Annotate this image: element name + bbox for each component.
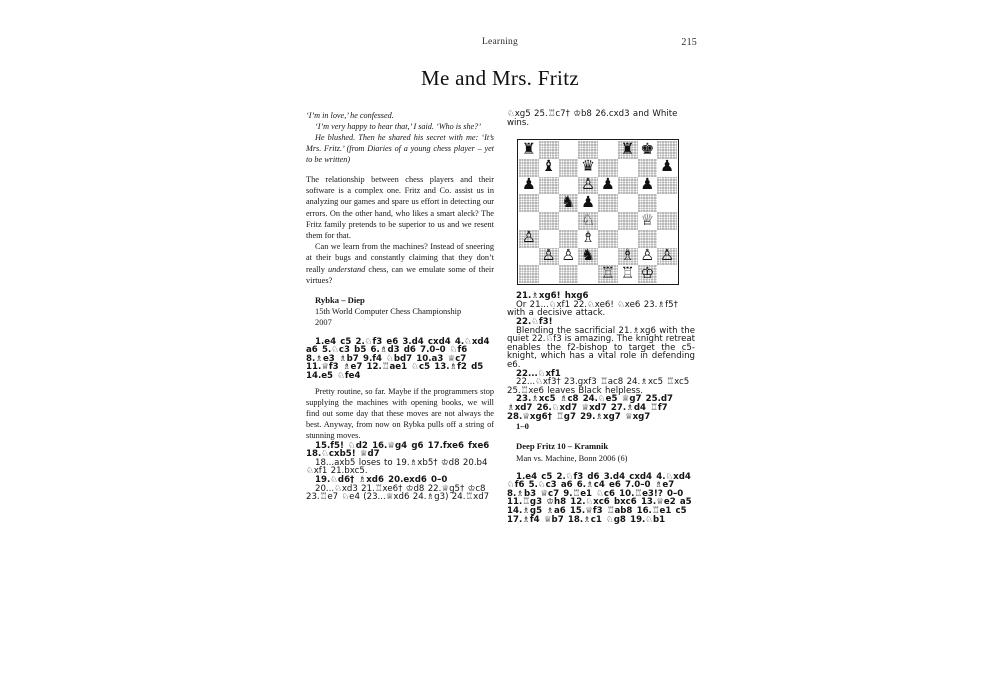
chess-diagram — [517, 139, 679, 285]
square-d2 — [578, 248, 598, 266]
square-h8 — [657, 141, 677, 159]
square-c5 — [559, 194, 579, 212]
square-f6 — [618, 177, 638, 195]
white-knight-piece: ♘ — [581, 210, 596, 229]
white-queen-piece: ♕ — [640, 210, 655, 229]
game-1-variation-2: 20...♘xd3 21.♖xe6† ♔d8 22.♕g5† ♔c8 23.♖e7 ♘e4 (23...♕xd6 24.♗g3) 24.♖xd7 — [306, 483, 490, 503]
intro-paragraph-2-emphasis: understand — [327, 264, 366, 274]
square-c1 — [559, 265, 579, 283]
epigraph-line-3: He blushed. Then he shared his secret with me: ‘It’s Mrs. Fritz.’ (from Diaries of a young chess player – yet to be written) — [306, 133, 494, 164]
square-a5 — [519, 194, 539, 212]
white-bishop-piece: ♗ — [620, 246, 635, 265]
black-queen-piece: ♛ — [581, 157, 596, 176]
square-f4 — [618, 212, 638, 230]
black-rook-piece: ♜ — [521, 139, 536, 158]
square-g5 — [638, 194, 658, 212]
square-e5 — [598, 194, 618, 212]
game-1-year: 2007 — [315, 318, 332, 328]
square-c3 — [559, 230, 579, 248]
square-e6 — [598, 177, 618, 195]
game-1-variation-continuation: ♘xg5 25.♖c7† ♔b8 26.cxd3 and White wins. — [507, 109, 678, 128]
black-pawn-piece: ♟ — [521, 175, 536, 194]
square-c6 — [559, 177, 579, 195]
square-a1 — [519, 265, 539, 283]
game-2-moves-1: 1.e4 c5 2.♘f3 d6 3.d4 cxd4 4.♘xd4 ♘f6 5.♘c3 a6 6.♗c4 e6 7.0–0 ♗e7 8.♗b3 ♕c7 9.♖e1 ♘c6 10.♖e3!? 0–0 11.♖g3 ♔h8 12.♘xc6 bxc6 13.♕e2 a5 14.♗g5 ♗a6 15.♕f3 ♖ab8 16.♖e1 c5 17.♗f4 ♕b7 18.♗c1 ♘g8 19.♘b1 — [507, 471, 692, 525]
square-f5 — [618, 194, 638, 212]
chess-board — [519, 141, 677, 283]
black-pawn-piece: ♟ — [600, 175, 615, 194]
game-1-moves-1: 1.e4 c5 2.♘f3 e6 3.d4 cxd4 4.♘xd4 a6 5.♘c3 b5 6.♗d3 d6 7.0–0 ♘f6 8.♗e3 ♗b7 9.f4 ♘bd7 10.a3 ♕c7 11.♕f3 ♗e7 12.♖ae1 ♘c5 13.♗f2 d5 14.e5 ♘fe4 — [306, 336, 490, 382]
white-pawn-piece: ♙ — [660, 246, 675, 265]
square-f1 — [618, 265, 638, 283]
game-1-variation-3: Or 21...♘xf1 22.♘xe6! ♘xe6 23.♗f5† with a decisive attack. — [507, 299, 678, 319]
square-c2 — [559, 248, 579, 266]
square-b1 — [539, 265, 559, 283]
game-1-result: 1–0 — [516, 421, 529, 432]
square-f8 — [618, 141, 638, 159]
chess-board-frame — [517, 139, 679, 285]
intro-paragraph-2-b: chess, can we emulate some of their virtues? — [306, 264, 494, 285]
intro-paragraph-2 — [306, 241, 494, 286]
square-e3 — [598, 230, 618, 248]
white-pawn-piece: ♙ — [640, 246, 655, 265]
black-bishop-piece: ♝ — [541, 157, 556, 176]
square-b5 — [539, 194, 559, 212]
square-a7 — [519, 159, 539, 177]
square-f2 — [618, 248, 638, 266]
game-1-variation-4: 22...♘xf3† 23.gxf3 ♖ac8 24.♗xc5 ♖xc5 25.♖xe6 leaves Black helpless. — [507, 377, 690, 396]
white-rook-piece: ♖ — [620, 263, 635, 282]
commentary-paragraph-2: Blending the sacrificial 21.♗xg6 with the quiet 22.♘f3 is amazing. The knight retreat enables the f2-bishop to target the c5-knight, which has a vital role in defending e6. — [507, 325, 695, 370]
black-king-piece: ♚ — [640, 139, 655, 158]
square-e7 — [598, 159, 618, 177]
white-rook-piece: ♖ — [600, 263, 615, 282]
white-king-piece: ♔ — [640, 263, 655, 282]
white-pawn-piece: ♙ — [541, 246, 556, 265]
black-knight-piece: ♞ — [581, 246, 596, 265]
square-b2 — [539, 248, 559, 266]
square-b7 — [539, 159, 559, 177]
square-e1 — [598, 265, 618, 283]
left-column — [306, 110, 494, 502]
square-a6 — [519, 177, 539, 195]
square-h6 — [657, 177, 677, 195]
epigraph-line-1: ‘I’m in love,’ he confessed. — [306, 111, 394, 120]
white-bishop-piece: ♗ — [581, 228, 596, 247]
square-g6 — [638, 177, 658, 195]
square-e4 — [598, 212, 618, 230]
square-d4 — [578, 212, 598, 230]
square-d8 — [578, 141, 598, 159]
square-g4 — [638, 212, 658, 230]
game-1-moves-2: 15.f5! ♘d2 16.♕g4 g6 17.fxe6 fxe6 18.♘cxb5! ♕d7 — [306, 440, 490, 460]
commentary-paragraph-1: Pretty routine, so far. Maybe if the programmers stop supplying the machines with opening books, we will find out some day that these moves are not always the best. Anyway, from now on Rybka pulls off a string of stunning moves. — [306, 386, 494, 441]
square-h3 — [657, 230, 677, 248]
square-a8 — [519, 141, 539, 159]
page-title: Me and Mrs. Fritz — [421, 66, 579, 90]
square-a4 — [519, 212, 539, 230]
square-d1 — [578, 265, 598, 283]
white-pawn-piece: ♙ — [561, 246, 576, 265]
square-c8 — [559, 141, 579, 159]
square-b6 — [539, 177, 559, 195]
game-2-event: Man vs. Machine, Bonn 2006 (6) — [516, 453, 628, 463]
game-2-header: Deep Fritz 10 – Kramnik — [516, 441, 609, 452]
black-knight-piece: ♞ — [561, 192, 576, 211]
square-g1 — [638, 265, 658, 283]
square-g7 — [638, 159, 658, 177]
chapter-name: Learning — [482, 37, 518, 47]
square-d7 — [578, 159, 598, 177]
page-number: 215 — [681, 37, 697, 48]
square-g2 — [638, 248, 658, 266]
square-c4 — [559, 212, 579, 230]
square-d5 — [578, 194, 598, 212]
black-rook-piece: ♜ — [620, 139, 635, 158]
square-h2 — [657, 248, 677, 266]
square-e2 — [598, 248, 618, 266]
black-pawn-piece: ♟ — [660, 157, 675, 176]
game-1-moves-7: 23.♗xc5 ♗c8 24.♘e5 ♕g7 25.d7 ♗xd7 26.♘xd7 ♕xd7 27.♗d4 ♖f7 28.♕xg6† ♖g7 29.♗xg7 ♕xg7 — [507, 394, 674, 422]
game-1-variation-1: 18...axb5 loses to 19.♗xb5† ♔d8 20.b4 ♘xf1 21.bxc5. — [306, 457, 488, 477]
square-g8 — [638, 141, 658, 159]
square-e8 — [598, 141, 618, 159]
square-g3 — [638, 230, 658, 248]
game-1-moves-4: 21.♗xg6! hxg6 — [516, 291, 589, 302]
square-b3 — [539, 230, 559, 248]
square-b8 — [539, 141, 559, 159]
square-d3 — [578, 230, 598, 248]
square-f7 — [618, 159, 638, 177]
square-h1 — [657, 265, 677, 283]
square-a2 — [519, 248, 539, 266]
square-d6 — [578, 177, 598, 195]
game-1-event: 15th World Computer Chess Championship — [315, 307, 462, 317]
square-a3 — [519, 230, 539, 248]
game-1-moves-6: 22...♘xf1 — [516, 368, 561, 379]
square-h7 — [657, 159, 677, 177]
intro-paragraph-2-a: Can we learn from the machines? Instead of sneering at their bugs and constantly claiming that they don’t really — [306, 242, 494, 274]
square-c7 — [559, 159, 579, 177]
game-1-moves-3: 19.♘d6† ♗xd6 20.exd6 0–0 — [315, 475, 448, 485]
black-pawn-piece: ♟ — [581, 192, 596, 211]
square-f3 — [618, 230, 638, 248]
running-head — [305, 37, 695, 51]
epigraph-line-2: ‘I’m very happy to hear that,’ I said. ‘Who is she?’ — [315, 122, 481, 131]
white-pawn-piece: ♙ — [581, 175, 596, 194]
intro-paragraph-1: The relationship between chess players and their software is a complex one. Fritz and Co. assist us in analyzing our games and spare us effort in detecting our errors. On the other hand, who likes a smart aleck? The Fritz family pretends to be superior to us and we resent them for that. — [306, 175, 494, 241]
square-h5 — [657, 194, 677, 212]
black-pawn-piece: ♟ — [640, 175, 655, 194]
square-b4 — [539, 212, 559, 230]
square-h4 — [657, 212, 677, 230]
game-1-moves-5: 22.♘f3! — [516, 316, 553, 327]
white-pawn-piece: ♙ — [521, 228, 536, 247]
game-1-header: Rybka – Diep — [315, 295, 365, 306]
